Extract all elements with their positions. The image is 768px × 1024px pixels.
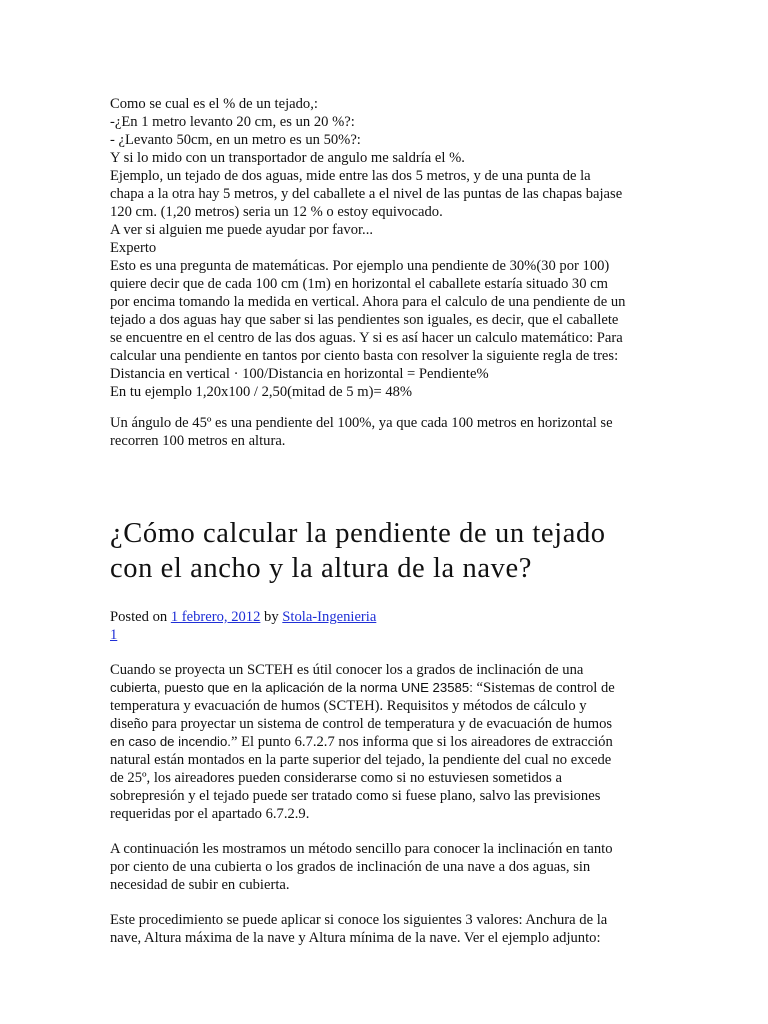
post-date-link[interactable]: 1 febrero, 2012 [170, 609, 261, 625]
question-line: Ejemplo, un tejado de dos aguas, mide entre las dos 5 metros, y de una punta de la [110, 168, 591, 184]
by-label: by [264, 609, 279, 625]
article-title-line: con el ancho y la altura de la nave? [110, 553, 532, 584]
article-title [110, 516, 670, 586]
norm-reference: cubierta, puesto que en la aplicación de la norma UNE 23585: [110, 680, 473, 695]
norm-quote-end: en caso de incendio. [110, 734, 231, 749]
note-line: Un ángulo de 45º es una pendiente del 100%, ya que cada 100 metros en horizontal se [110, 415, 613, 431]
article-paragraph-2 [110, 840, 658, 894]
paragraph-line: por ciento de una cubierta o los grados de inclinación de una nave a dos aguas, sin [110, 859, 591, 875]
answer-line: Esto es una pregunta de matemáticas. Por ejemplo una pendiente de 30%(30 por 100) [110, 258, 610, 274]
answer-note [110, 414, 658, 450]
answer-line: quiere decir que de cada 100 cm (1m) en horizontal el caballete estaría situado 30 cm [110, 276, 608, 292]
expert-label: Experto [110, 240, 157, 256]
paragraph-line: sobrepresión y el tejado puede ser tratado como si fuese plano, salvo las previsiones [110, 788, 601, 804]
paragraph-line: natural están montados en la parte superior del tejado, la pendiente del cual no excede [110, 752, 612, 768]
posted-on-label: Posted on [110, 609, 168, 625]
article-paragraph-3 [110, 911, 658, 947]
author-link[interactable]: Stola-Ingenieria [282, 609, 377, 625]
quote-start: “Sistemas de control de [472, 680, 615, 696]
answer-line: se encuentre en el centro de las dos aguas. Y si es así hacer un calculo matemático: Para [110, 330, 623, 346]
paragraph-line: Cuando se proyecta un SCTEH es útil conocer los a grados de inclinación de una [110, 662, 584, 678]
paragraph-text: ” El punto 6.7.2.7 nos informa que si los aireadores de extracción [230, 734, 613, 750]
comments-count-link[interactable]: 1 [110, 627, 118, 643]
question-block [110, 95, 658, 257]
question-line: Como se cual es el % de un tejado,: [110, 96, 318, 112]
paragraph-line: nave, Altura máxima de la nave y Altura mínima de la nave. Ver el ejemplo adjunto: [110, 930, 601, 946]
question-line: 120 cm. (1,20 metros) seria un 12 % o estoy equivocado. [110, 204, 443, 220]
answer-example: En tu ejemplo 1,20x100 / 2,50(mitad de 5 m)= 48% [110, 384, 413, 400]
paragraph-line: temperatura y evacuación de humos (SCTEH). Requisitos y métodos de cálculo y [110, 698, 587, 714]
paragraph-line: diseño para proyectar un sistema de control de temperatura y de evacuación de humos [110, 716, 613, 732]
paragraph-line: necesidad de subir en cubierta. [110, 877, 290, 893]
paragraph-line: requeridas por el apartado 6.7.2.9. [110, 806, 310, 822]
note-line: recorren 100 metros en altura. [110, 433, 286, 449]
article-paragraph-1 [110, 661, 658, 823]
question-line: - ¿Levanto 50cm, en un metro es un 50%?: [110, 132, 361, 148]
paragraph-line: de 25º, los aireadores pueden considerarse como si no estuviesen sometidos a [110, 770, 562, 786]
answer-line: tejado a dos aguas hay que saber si las pendientes son iguales, es decir, que el caballete [110, 312, 619, 328]
article-title-line: ¿Cómo calcular la pendiente de un tejado [110, 518, 606, 549]
question-line: A ver si alguien me puede ayudar por favor... [110, 222, 374, 238]
answer-formula: Distancia en vertical · 100/Distancia en horizontal = Pendiente% [110, 366, 489, 382]
paragraph-line: Este procedimiento se puede aplicar si conoce los siguientes 3 valores: Anchura de la [110, 912, 608, 928]
post-meta [110, 608, 658, 644]
paragraph-line [110, 679, 658, 697]
paragraph-line: A continuación les mostramos un método sencillo para conocer la inclinación en tanto [110, 841, 613, 857]
answer-line: calcular una pendiente en tantos por ciento basta con resolver la siguiente regla de tres: [110, 348, 619, 364]
answer-block [110, 257, 658, 401]
question-line: chapa a la otra hay 5 metros, y del caballete a el nivel de las puntas de las chapas bajase [110, 186, 623, 202]
paragraph-line [110, 733, 658, 751]
question-line: -¿En 1 metro levanto 20 cm, es un 20 %?: [110, 114, 355, 130]
question-line: Y si lo mido con un transportador de angulo me saldría el %. [110, 150, 465, 166]
answer-line: por encima tomando la medida en vertical. Ahora para el calculo de una pendiente de un [110, 294, 626, 310]
